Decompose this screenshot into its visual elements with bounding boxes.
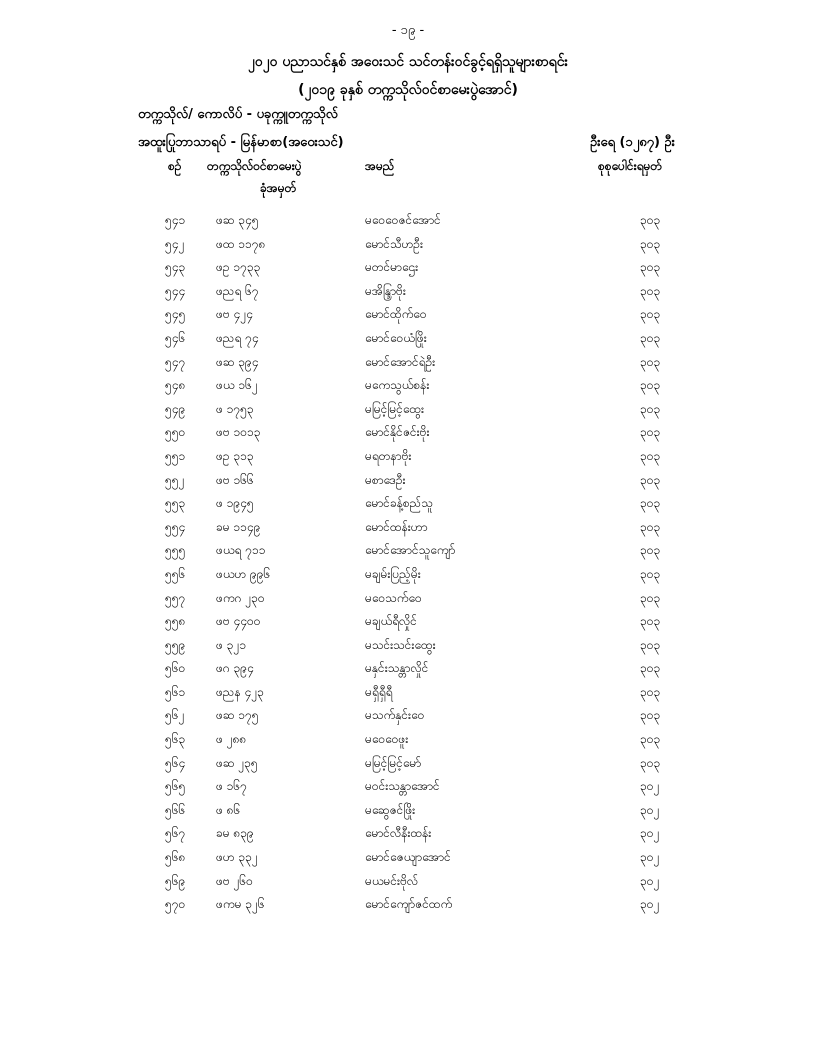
row-number: ၅၅၂ bbox=[165, 472, 185, 487]
total-marks: ၃၀၃ bbox=[640, 378, 661, 393]
total-marks: ၃၀၃ bbox=[640, 425, 661, 440]
row-number: ၅၆၈ bbox=[165, 850, 186, 865]
roll-number: ဖ ၂၈၈ bbox=[216, 732, 247, 747]
table-row bbox=[0, 495, 816, 519]
roll-number: ဖဗ ၄၂၄ bbox=[216, 307, 253, 322]
student-name: မောင်ဇေယျာအောင် bbox=[365, 850, 451, 865]
table-row bbox=[0, 448, 816, 472]
total-marks: ၃၀၃ bbox=[640, 637, 661, 652]
row-number: ၅၆၃ bbox=[165, 732, 186, 747]
student-name: မောင်လီနီးထန်း bbox=[365, 826, 432, 841]
student-name: မောင်အောင်ရဲဦး bbox=[365, 354, 436, 369]
column-header-roll: တက္ကသိုလ်ဝင်စာမေးပွဲ bbox=[207, 159, 302, 173]
major-line: အထူးပြုဘာသာရပ် - မြန်မာစာ(အဝေးသင်) bbox=[138, 135, 344, 150]
row-number: ၅၅၆ bbox=[165, 566, 186, 581]
table-row bbox=[0, 377, 816, 401]
column-header-name: အမည် bbox=[365, 159, 395, 173]
student-name: မောင်နိုင်ဇင်းဗိုး bbox=[365, 425, 430, 440]
total-marks: ၃၀၃ bbox=[640, 236, 661, 251]
total-marks: ၃၀၂ bbox=[640, 779, 660, 794]
total-marks: ၃၀၃ bbox=[640, 354, 661, 369]
university-line: တက္ကသိုလ်/ ကောလိပ် - ပခုက္ကူတက္ကသိုလ် bbox=[138, 107, 338, 122]
table-row bbox=[0, 283, 816, 307]
student-name: မောင်ခန့်စည်သူ bbox=[365, 496, 433, 511]
student-name: မောင်ထန်းဟာ bbox=[365, 519, 428, 534]
row-number: ၅၄၉ bbox=[165, 401, 186, 416]
roll-number: ဖဗ ၂၆၀ bbox=[216, 873, 253, 888]
roll-number: ဖယရ ၇၁၁ bbox=[216, 543, 266, 558]
row-number: ၅၅၃ bbox=[165, 496, 186, 511]
table-row bbox=[0, 259, 816, 283]
page-number: - ၁၉ - bbox=[391, 23, 425, 38]
roll-number: ဖဥ ၃၁၃ bbox=[216, 448, 254, 463]
roll-number: ဖဆ ၃၉၄ bbox=[216, 354, 259, 369]
row-number: ၅၇၀ bbox=[165, 897, 186, 912]
roll-number: ဖဗ ၁၀၁၃ bbox=[216, 425, 261, 440]
table-row bbox=[0, 637, 816, 661]
row-number: ၅၄၄ bbox=[165, 283, 186, 298]
student-name: မဝေဝေဇင်အောင် bbox=[365, 213, 441, 227]
roll-number: ဖကဂ ၂၃၀ bbox=[216, 590, 265, 605]
row-number: ၅၄၁ bbox=[165, 213, 186, 227]
row-number: ၅၄၆ bbox=[165, 330, 186, 345]
table-row bbox=[0, 731, 816, 755]
table-row bbox=[0, 424, 816, 448]
student-name: မစာဒေဦး bbox=[365, 472, 406, 487]
total-marks: ၃၀၃ bbox=[640, 496, 661, 511]
student-name: မချမ်းပြည့်မိုး bbox=[365, 566, 421, 581]
row-number: ၅၆၇ bbox=[165, 826, 186, 841]
total-marks: ၃၀၃ bbox=[640, 260, 661, 275]
student-name: မချယ်ရီလှိုင် bbox=[365, 614, 417, 629]
roll-number: ဖညန ၄၂၃ bbox=[216, 684, 264, 699]
document-title: ၂၀၂၀ ပညာသင်နှစ် အဝေးသင် သင်တန်းဝင်ခွင့်ရရှိသူများစာရင်း bbox=[247, 54, 569, 70]
roll-number: ဖ ၁၆၇ bbox=[216, 779, 247, 794]
table-row bbox=[0, 330, 816, 354]
table-row bbox=[0, 684, 816, 708]
roll-number: ဖဆ ၂၃၅ bbox=[216, 755, 258, 770]
row-number: ၅၄၃ bbox=[165, 260, 186, 275]
roll-number: ဖ ၁၉၄၅ bbox=[216, 496, 254, 511]
roll-number: ဖထ ၁၁၇၈ bbox=[216, 236, 266, 251]
column-header-marks: စုစုပေါင်းရမှတ် bbox=[598, 159, 663, 173]
row-number: ၅၄၈ bbox=[165, 378, 186, 393]
row-number: ၅၅၁ bbox=[165, 448, 186, 463]
student-name: မဝေသက်ဝေ bbox=[365, 590, 422, 605]
roll-number: ဖဂ ၃၉၄ bbox=[216, 661, 254, 676]
student-name: မမြင့်မြင့်မော် bbox=[365, 755, 422, 770]
total-marks: ၃၀၃ bbox=[640, 566, 661, 581]
row-number: ၅၆၁ bbox=[165, 684, 186, 699]
row-number: ၅၄၇ bbox=[165, 354, 186, 369]
table-row bbox=[0, 825, 816, 849]
roll-number: ဖ ၁၇၅၃ bbox=[216, 401, 254, 416]
table-row bbox=[0, 354, 816, 378]
roll-number: ဖညရ ၇၄ bbox=[216, 330, 259, 345]
roll-number: ဖဆ ၁၇၅ bbox=[216, 708, 259, 723]
roll-number: ဖဗ ၁၆၆ bbox=[216, 472, 254, 487]
student-name: မောင်ဝေယံဖြိုး bbox=[365, 330, 427, 345]
student-name: မနှင်းသန္တာလှိုင် bbox=[365, 661, 429, 676]
student-name: မောင်အောင်သူကျော် bbox=[365, 543, 456, 558]
roll-number: ဖ ၈၆ bbox=[216, 802, 241, 817]
table-row bbox=[0, 755, 816, 779]
table-row bbox=[0, 590, 816, 614]
row-number: ၅၄၂ bbox=[165, 236, 185, 251]
roll-number: ခမ ၈၃၉ bbox=[216, 826, 254, 841]
table-row bbox=[0, 802, 816, 826]
student-name: မဝင်းသန္တာအောင် bbox=[365, 779, 440, 794]
row-number: ၅၅၈ bbox=[165, 614, 186, 629]
row-number: ၅၅၅ bbox=[165, 543, 186, 558]
row-number: ၅၅၉ bbox=[165, 637, 186, 652]
student-name: မယမင်းဗိုလ် bbox=[365, 873, 419, 888]
row-number: ၅၅၇ bbox=[165, 590, 186, 605]
row-number: ၅၄၅ bbox=[165, 307, 186, 322]
roll-number: ဖယဟ ၉၉၆ bbox=[216, 566, 271, 581]
student-name: မောင်ထိုက်ဝေ bbox=[365, 307, 427, 322]
roll-number: ဖညရ ၆၇ bbox=[216, 283, 259, 298]
table-row bbox=[0, 707, 816, 731]
total-marks: ၃၀၂ bbox=[640, 873, 660, 888]
column-header-roll-line2: ခုံအမှတ် bbox=[260, 181, 297, 195]
column-header-no: စဉ် bbox=[168, 159, 182, 173]
total-marks: ၃၀၂ bbox=[640, 850, 660, 865]
student-name: မရတနာဗိုး bbox=[365, 448, 412, 463]
row-number: ၅၅၄ bbox=[165, 519, 186, 534]
roll-number: ဖဥ ၁၇၃၃ bbox=[216, 260, 261, 275]
table-row bbox=[0, 896, 816, 920]
row-number: ၅၅၀ bbox=[165, 425, 186, 440]
table-row bbox=[0, 849, 816, 873]
table-row bbox=[0, 542, 816, 566]
student-name: မရှီရှီရီ bbox=[365, 684, 393, 699]
roll-number: ခမ ၁၁၄၉ bbox=[216, 519, 261, 534]
roll-number: ဖဆ ၃၄၅ bbox=[216, 213, 259, 227]
table-row bbox=[0, 236, 816, 260]
total-marks: ၃၀၃ bbox=[640, 590, 661, 605]
total-marks: ၃၀၃ bbox=[640, 213, 661, 227]
document-subtitle: (၂၀၁၉ ခုနှစ် တက္ကသိုလ်ဝင်စာမေးပွဲအောင်) bbox=[298, 82, 518, 98]
student-name: မဝေဝေဖူး bbox=[365, 732, 409, 747]
total-marks: ၃၀၃ bbox=[640, 614, 661, 629]
row-number: ၅၆၅ bbox=[165, 779, 186, 794]
total-marks: ၃၀၃ bbox=[640, 708, 661, 723]
total-marks: ၃၀၃ bbox=[640, 661, 661, 676]
table-row bbox=[0, 613, 816, 637]
total-marks: ၃၀၃ bbox=[640, 330, 661, 345]
total-marks: ၃၀၃ bbox=[640, 448, 661, 463]
row-number: ၅၆၀ bbox=[165, 661, 186, 676]
row-number: ၅၆၉ bbox=[165, 873, 186, 888]
row-number: ၅၆၄ bbox=[165, 755, 186, 770]
total-marks: ၃၀၃ bbox=[640, 684, 661, 699]
total-marks: ၃၀၃ bbox=[640, 307, 661, 322]
total-marks: ၃၀၃ bbox=[640, 472, 661, 487]
roll-number: ဖဟ ၃၃၂ bbox=[216, 850, 258, 865]
table-row bbox=[0, 401, 816, 425]
row-number: ၅၆၆ bbox=[165, 802, 186, 817]
table-row bbox=[0, 660, 816, 684]
total-marks: ၃၀၃ bbox=[640, 543, 661, 558]
total-marks: ၃၀၃ bbox=[640, 401, 661, 416]
student-name: မအိန္ဒြာဗိုး bbox=[365, 283, 406, 298]
roll-number: ဖဗ ၄၄၀၀ bbox=[216, 614, 261, 629]
table-row bbox=[0, 472, 816, 496]
table-row bbox=[0, 566, 816, 590]
total-marks: ၃၀၃ bbox=[640, 755, 661, 770]
student-name: မတင်မာဌေး bbox=[365, 260, 419, 275]
student-name: မဆွေဇင်ဖြိုး bbox=[365, 802, 416, 817]
table-row bbox=[0, 873, 816, 897]
roll-number: ဖ ၃၂၁ bbox=[216, 637, 247, 652]
total-marks: ၃၀၃ bbox=[640, 519, 661, 534]
student-name: မကေသွယ်စန်း bbox=[365, 378, 430, 393]
table-row bbox=[0, 306, 816, 330]
student-name: မသက်နှင်းဝေ bbox=[365, 708, 425, 723]
row-number: ၅၆၂ bbox=[165, 708, 185, 723]
student-name: မောင်ကျော်ဇင်ထက် bbox=[365, 897, 453, 912]
total-marks: ၃၀၂ bbox=[640, 802, 660, 817]
total-marks: ၃၀၂ bbox=[640, 897, 660, 912]
student-name: မသင်းသင်းထွေး bbox=[365, 637, 436, 652]
total-marks: ၃၀၂ bbox=[640, 826, 660, 841]
results-list bbox=[0, 212, 816, 920]
student-name: မောင်သီဟဦး bbox=[365, 236, 424, 251]
roll-number: ဖယ ၁၆၂ bbox=[216, 378, 258, 393]
quota-line: ဦးရေ (၁၂၈၇) ဦး bbox=[590, 135, 675, 150]
table-row bbox=[0, 212, 816, 236]
total-marks: ၃၀၃ bbox=[640, 283, 661, 298]
roll-number: ဖကမ ၃၂၆ bbox=[216, 897, 265, 912]
student-name: မမြင့်မြင့်ထွေး bbox=[365, 401, 425, 416]
total-marks: ၃၀၃ bbox=[640, 732, 661, 747]
table-row bbox=[0, 778, 816, 802]
table-row bbox=[0, 519, 816, 543]
